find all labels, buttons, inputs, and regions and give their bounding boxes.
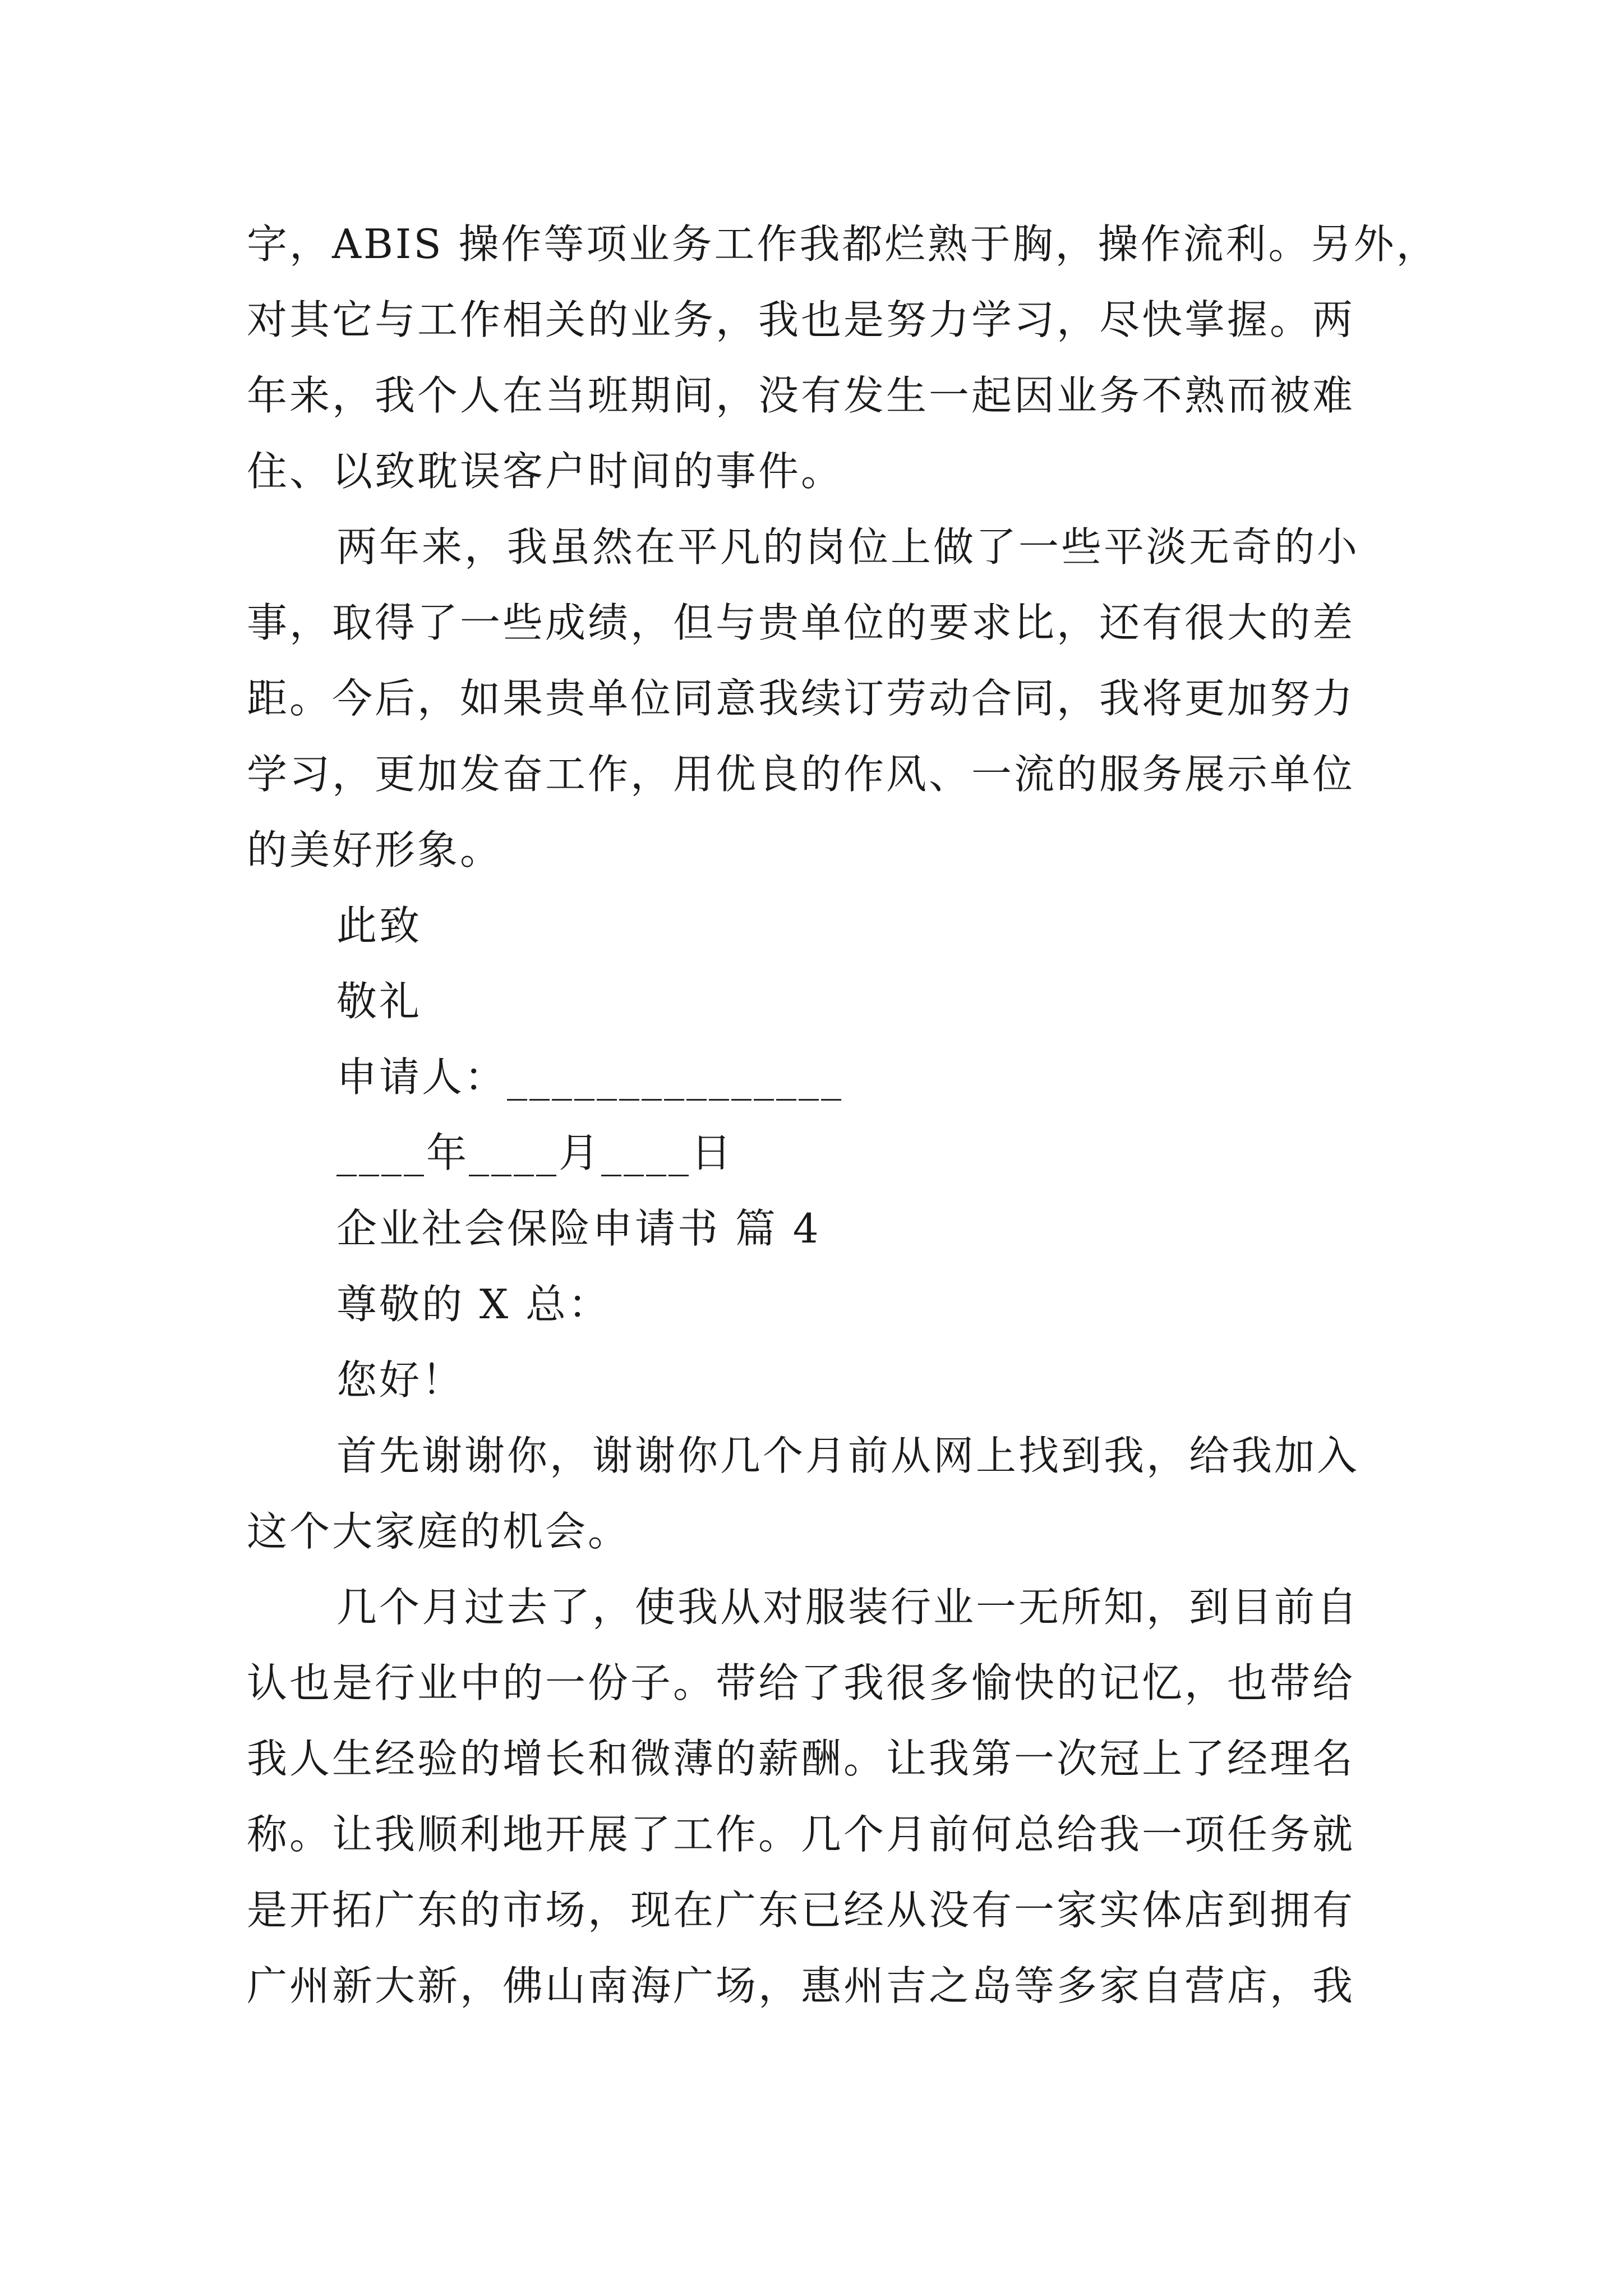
- text-line: 广州新大新，佛山南海广场，惠州吉之岛等多家自营店，我: [247, 1962, 1355, 2009]
- text-line: 认也是行业中的一份子。带给了我很多愉快的记忆，也带给: [247, 1659, 1355, 1706]
- text-line: 的美好形象。: [247, 826, 503, 873]
- greeting-recipient: 尊敬的 X 总：: [336, 1281, 611, 1328]
- text-line: 住、以致耽误客户时间的事件。: [247, 448, 844, 495]
- date-line: ____年____月____日: [336, 1129, 734, 1176]
- text-line: 这个大家庭的机会。: [247, 1508, 631, 1555]
- paragraph-start-line: 几个月过去了，使我从对服装行业一无所知，到目前自: [336, 1584, 1360, 1631]
- text-line: 事，取得了一些成绩，但与贵单位的要求比，还有很大的差: [247, 599, 1355, 646]
- text-line: 我人生经验的增长和微薄的薪酬。让我第一次冠上了经理名: [247, 1735, 1355, 1782]
- closing-line: 此致: [336, 902, 422, 949]
- applicant-signature-line: 申请人：_______________: [336, 1053, 844, 1101]
- paragraph-start-line: 首先谢谢你，谢谢你几个月前从网上找到我，给我加入: [336, 1432, 1360, 1479]
- text-line: 对其它与工作相关的业务，我也是努力学习，尽快掌握。两: [247, 296, 1355, 343]
- section-title: 企业社会保险申请书 篇 4: [336, 1205, 821, 1252]
- text-line: 是开拓广东的市场，现在广东已经从没有一家实体店到拥有: [247, 1887, 1355, 1934]
- text-line: 学习，更加发奋工作，用优良的作风、一流的服务展示单位: [247, 751, 1355, 798]
- paragraph-start-line: 两年来，我虽然在平凡的岗位上做了一些平淡无奇的小: [336, 523, 1360, 570]
- text-line: 距。今后，如果贵单位同意我续订劳动合同，我将更加努力: [247, 675, 1355, 722]
- greeting-line: 您好！: [336, 1356, 465, 1404]
- text-line: 年来，我个人在当班期间，没有发生一起因业务不熟而被难: [247, 372, 1355, 419]
- text-line: 字，ABIS 操作等项业务工作我都烂熟于胸，操作流利。另外，: [247, 220, 1439, 268]
- salutation-line: 敬礼: [336, 978, 422, 1025]
- text-line: 称。让我顺利地开展了工作。几个月前何总给我一项任务就: [247, 1811, 1355, 1858]
